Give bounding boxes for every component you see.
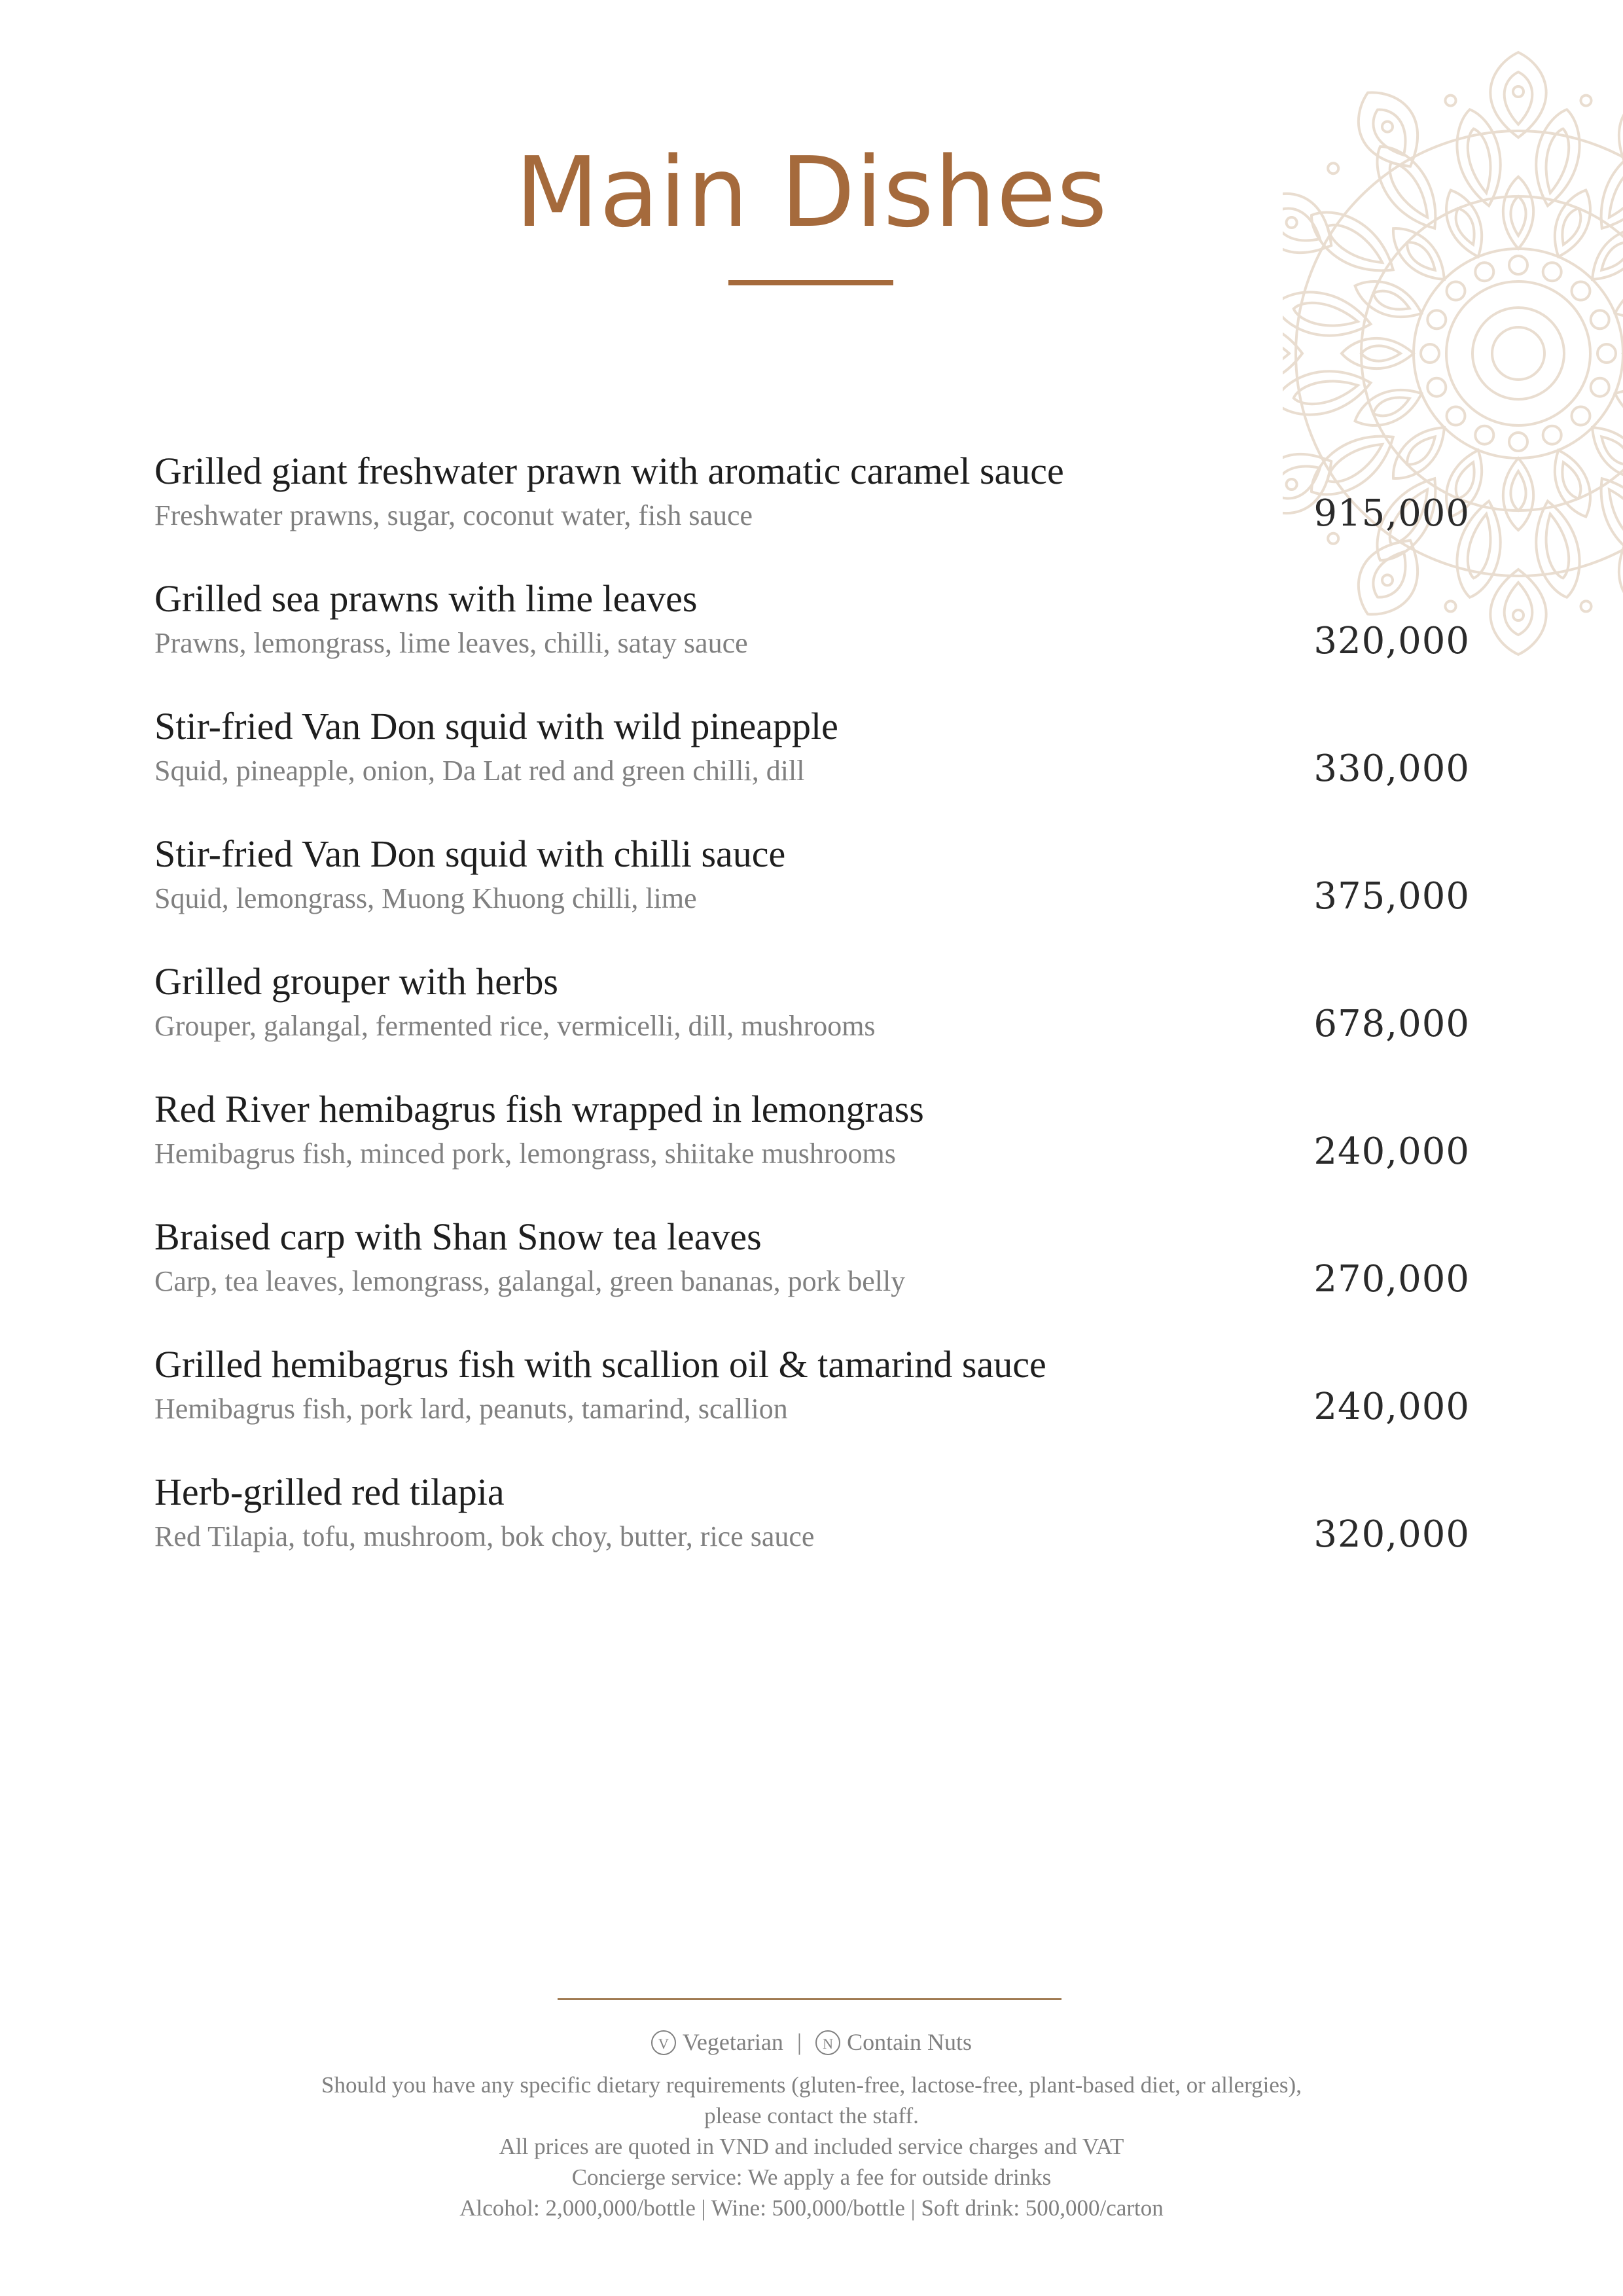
- title-underline: [728, 280, 893, 285]
- dish-name: Grilled hemibagrus fish with scallion oil & tamarind sauce: [154, 1343, 1046, 1386]
- dish-ingredients: Squid, lemongrass, Muong Khuong chilli, lime: [154, 882, 697, 914]
- dish-name: Braised carp with Shan Snow tea leaves: [154, 1215, 762, 1258]
- footer-line: Should you have any specific dietary requirements (gluten-free, lactose-free, plant-based diet, or allergies),: [321, 2072, 1302, 2098]
- menu-item: [154, 1344, 1470, 1471]
- vegetarian-label: Vegetarian: [682, 2029, 783, 2055]
- footer-line: All prices are quoted in VND and included service charges and VAT: [499, 2134, 1124, 2159]
- menu-item: [154, 1471, 1470, 1599]
- dish-ingredients: Red Tilapia, tofu, mushroom, bok choy, butter, rice sauce: [154, 1520, 815, 1552]
- dish-ingredients: Prawns, lemongrass, lime leaves, chilli, satay sauce: [154, 627, 748, 659]
- dish-name: Herb-grilled red tilapia: [154, 1471, 505, 1513]
- dish-price: 270,000: [1313, 1258, 1470, 1300]
- menu-item: [154, 1088, 1470, 1216]
- vegetarian-icon: V: [651, 2030, 676, 2055]
- menu-item: [154, 961, 1470, 1088]
- footer-line: please contact the staff.: [704, 2103, 919, 2128]
- dish-name: Grilled sea prawns with lime leaves: [154, 577, 698, 620]
- dish-price: 330,000: [1313, 747, 1470, 790]
- dish-price: 240,000: [1313, 1386, 1470, 1428]
- dish-ingredients: Grouper, galangal, fermented rice, vermicelli, dill, mushrooms: [154, 1010, 876, 1042]
- menu-item: [154, 1216, 1470, 1344]
- menu-item: [154, 706, 1470, 833]
- dish-price: 678,000: [1313, 1003, 1470, 1045]
- footer-line: Alcohol: 2,000,000/bottle | Wine: 500,000/bottle | Soft drink: 500,000/carton: [459, 2195, 1164, 2221]
- menu-list: [154, 450, 1470, 1599]
- dish-price: 320,000: [1313, 1513, 1470, 1556]
- dish-price: 915,000: [1313, 492, 1470, 535]
- dish-ingredients: Freshwater prawns, sugar, coconut water, fish sauce: [154, 499, 753, 531]
- dish-ingredients: Hemibagrus fish, pork lard, peanuts, tamarind, scallion: [154, 1393, 788, 1425]
- footer-notes: [0, 2070, 1623, 2223]
- dish-name: Stir-fried Van Don squid with wild pineapple: [154, 705, 838, 747]
- legend-separator: |: [796, 2029, 802, 2055]
- nuts-label: Contain Nuts: [847, 2029, 972, 2055]
- dish-price: 375,000: [1313, 875, 1470, 918]
- dietary-legend: [0, 2026, 1623, 2058]
- dish-ingredients: Squid, pineapple, onion, Da Lat red and green chilli, dill: [154, 755, 805, 787]
- dish-name: Stir-fried Van Don squid with chilli sauce: [154, 833, 786, 875]
- dish-name: Red River hemibagrus fish wrapped in lemongrass: [154, 1088, 924, 1130]
- menu-item: [154, 833, 1470, 961]
- page-title: Main Dishes: [515, 136, 1108, 249]
- footer-line: Concierge service: We apply a fee for outside drinks: [571, 2164, 1052, 2190]
- nuts-icon: N: [815, 2030, 840, 2055]
- dish-price: 240,000: [1313, 1130, 1470, 1173]
- dish-name: Grilled giant freshwater prawn with aromatic caramel sauce: [154, 450, 1064, 492]
- footer-divider: [558, 1998, 1061, 2000]
- dish-price: 320,000: [1313, 620, 1470, 662]
- menu-item: [154, 578, 1470, 706]
- dish-name: Grilled grouper with herbs: [154, 960, 558, 1003]
- dish-ingredients: Carp, tea leaves, lemongrass, galangal, green bananas, pork belly: [154, 1265, 906, 1297]
- dish-ingredients: Hemibagrus fish, minced pork, lemongrass, shiitake mushrooms: [154, 1138, 896, 1170]
- menu-item: [154, 450, 1470, 578]
